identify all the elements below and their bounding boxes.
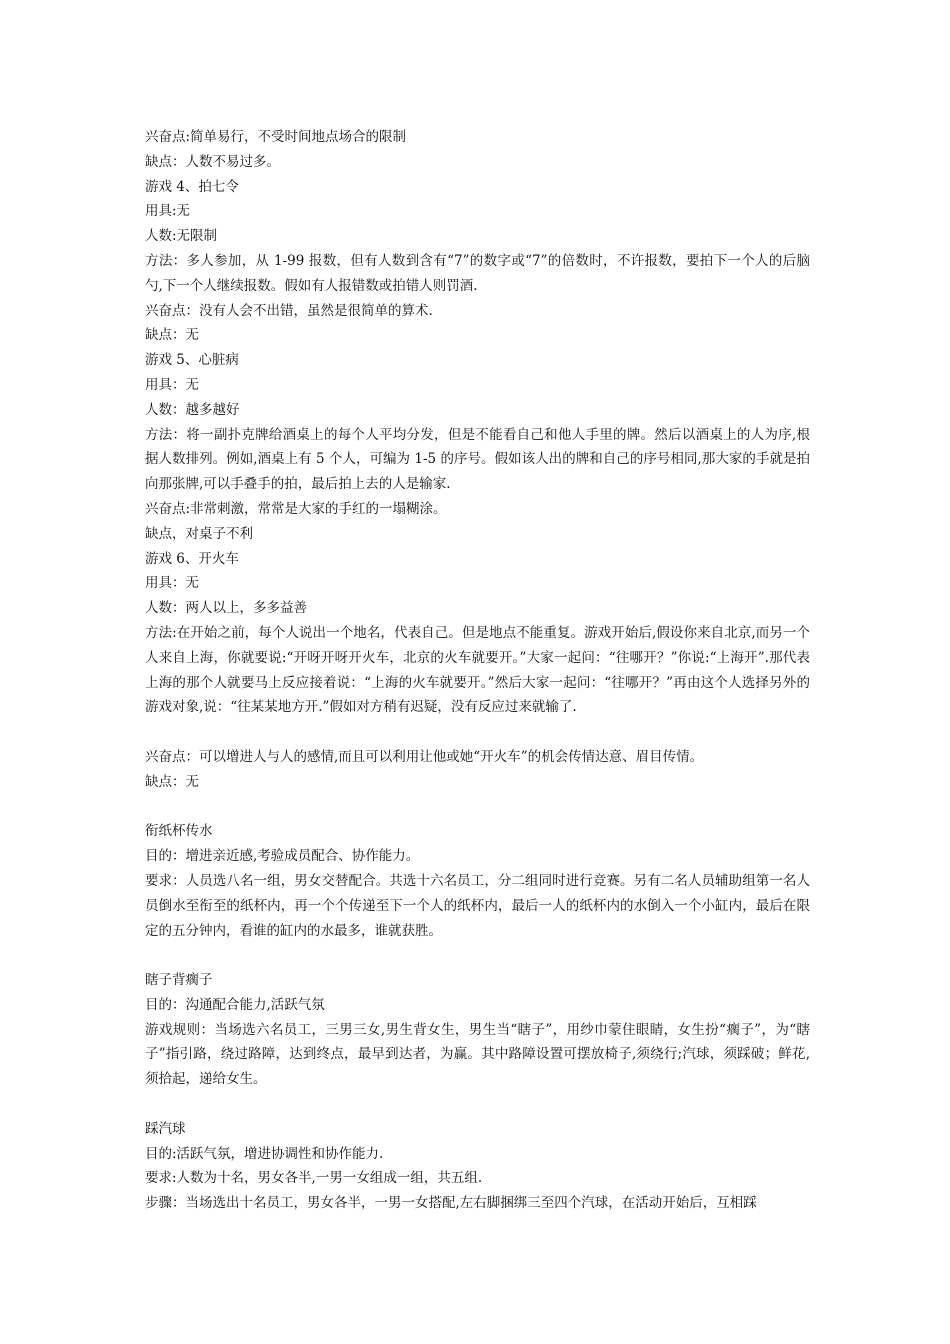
text-line: 踩汽球 [145,1120,186,1137]
text-line: 要求:人数为十名，男女各半,一男一女组成一组，共五组. [145,1170,483,1187]
text-line: 要求：人员选八名一组，男女交替配合。共选十六名员工，分二组同时进行竞赛。另有二名人员辅助组第一名人员倒水至衔至的纸杯内，再一个个传递至下一个人的纸杯内，最后一人的纸杯内的水倒入一个小缸内，最后在限定的五分钟内，看谁的缸内的水最多，谁就获胜。 [145,872,810,939]
text-line: 人数：越多越好 [145,401,240,418]
document-page [145,125,810,1216]
text-line: 衔纸杯传水 [145,823,213,840]
text-line: 缺点，对桌子不利 [145,525,253,542]
text-line: 游戏规则：当场选六名员工，三男三女,男生背女生，男生当“瞎子”，用纱巾蒙住眼睛，女生扮“瘸子”，为“瞎子”指引路，绕过路障，达到终点，最早到达者，为赢。其中路障设置可摆放椅子,须绕行;汽球，须踩破；鲜花,须拾起，递给女生。 [145,1021,810,1088]
text-line: 缺点：人数不易过多。 [145,153,280,170]
text-line: 兴奋点：没有人会不出错，虽然是很简单的算术. [145,302,433,319]
text-line: 用具：无 [145,376,199,393]
text-line: 游戏 5、心脏病 [145,352,239,369]
text-line: 步骤：当场选出十名员工，男女各半，一男一女搭配,左右脚捆绑三至四个汽球，在活动开始后，互相踩 [145,1195,757,1212]
text-line: 兴奋点:非常刺激，常常是大家的手红的一塌糊涂。 [145,500,447,517]
text-line: 方法：多人参加，从 1-99 报数，但有人数到含有“7”的数字或“7”的倍数时，不许报数，要拍下一个人的后脑勺,下一个人继续报数。假如有人报错数或拍错人则罚酒. [145,252,810,294]
text-line: 方法:在开始之前，每个人说出一个地名，代表自己。但是地点不能重复。游戏开始后,假设你来自北京,而另一个人来自上海，你就要说:“开呀开呀开火车，北京的火车就要开。”大家一起问：“往哪开？”你说:“上海开”.那代表上海的那个人就要马上反应接着说：“上海的火车就要开。”然后大家一起问：“往哪开？”再由这个人选择另外的游戏对象,说：“往某某地方开.”假如对方稍有迟疑，没有反应过来就输了. [145,624,810,716]
text-line: 缺点：无 [145,773,199,790]
text-line: 用具：无 [145,575,199,592]
text-line: 用具:无 [145,203,191,220]
text-line: 游戏 6、开火车 [145,550,239,567]
blank-line [145,943,810,968]
blank-line [145,795,810,820]
text-line: 人数:无限制 [145,228,218,245]
text-line: 瞎子背瘸子 [145,972,213,989]
text-line: 目的:活跃气氛，增进协调性和协作能力. [145,1145,384,1162]
text-line: 目的：沟通配合能力,活跃气氛 [145,996,325,1013]
text-line: 人数：两人以上，多多益善 [145,600,307,617]
blank-line [145,1092,810,1117]
text-line: 兴奋点:简单易行，不受时间地点场合的限制 [145,129,407,145]
text-line: 兴奋点：可以增进人与人的感情,而且可以利用让他或她“开火车”的机会传情达意、眉目传情。 [145,748,704,765]
blank-line [145,720,810,745]
text-line: 方法：将一副扑克牌给酒桌上的每个人平均分发，但是不能看自己和他人手里的牌。然后以酒桌上的人为序,根据人数排列。例如,酒桌上有 5 个人，可编为 1-5 的序号。假如该人出的牌和自己的序号相同,那大家的手就是拍向那张牌,可以手叠手的拍，最后拍上去的人是输家. [145,426,810,493]
text-line: 缺点：无 [145,327,199,344]
text-line: 目的：增进亲近感,考验成员配合、协作能力。 [145,848,420,865]
text-line: 游戏 4、拍七令 [145,178,239,195]
